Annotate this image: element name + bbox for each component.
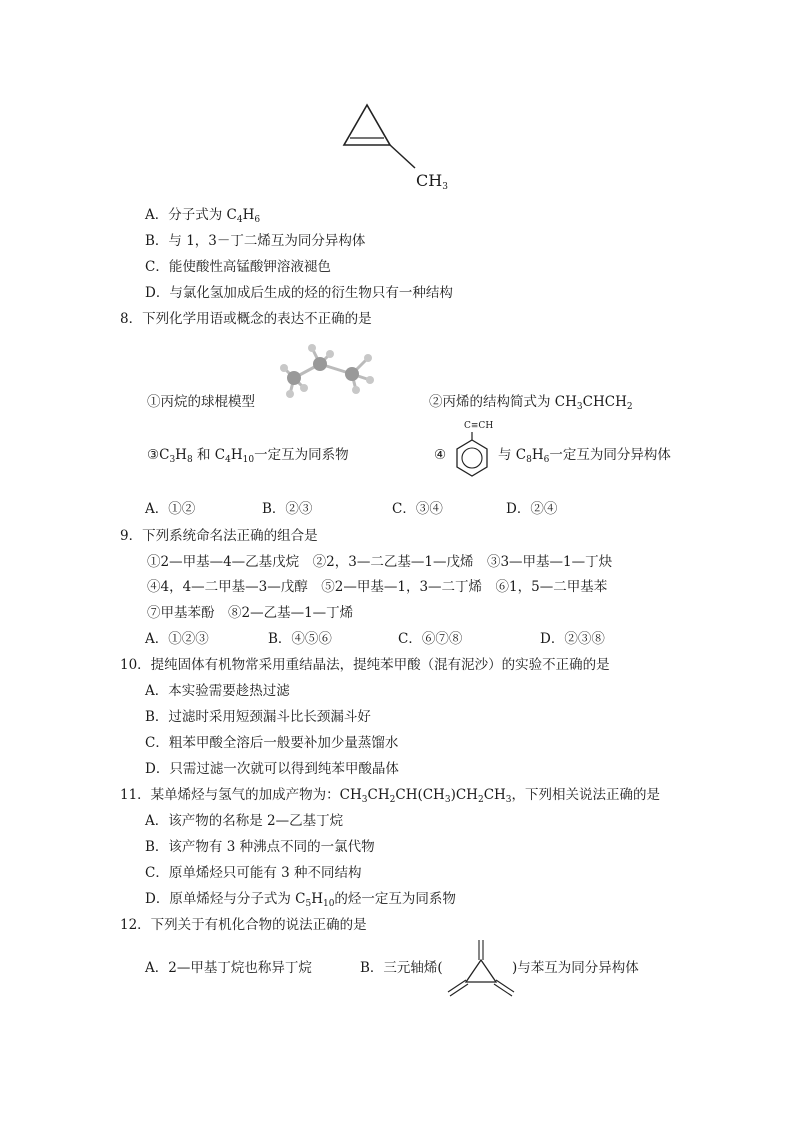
q11-stem: 11．某单烯烃与氢气的加成产物为：$CH_3CH_2CH(CH_3)CH_2CH_3$，下列相关说法正确的是 bbox=[120, 787, 661, 805]
q10-option-d: D．只需过滤一次就可以得到纯苯甲酸晶体 bbox=[145, 761, 399, 777]
q7-option-b: B．与 1，3－丁二烯互为同分异构体 bbox=[145, 233, 366, 249]
q8-item-4-number: ④ bbox=[434, 447, 447, 463]
q11-option-c: C．原单烯烃只可能有 3 种不同结构 bbox=[145, 865, 362, 881]
q7-option-c: C．能使酸性高锰酸钾溶液褪色 bbox=[145, 259, 331, 275]
q9-line-3: ⑦甲基苯酚 ⑧2—乙基—1—丁烯 bbox=[147, 605, 354, 621]
q9-choice-c: C．⑥⑦⑧ bbox=[398, 631, 463, 647]
q10-stem: 10．提纯固体有机物常采用重结晶法，提纯苯甲酸（混有泥沙）的实验不正确的是 bbox=[120, 657, 610, 673]
q10-option-c: C．粗苯甲酸全溶后一般要补加少量蒸馏水 bbox=[145, 735, 399, 751]
q8-item-1: ①丙烷的球棍模型 bbox=[147, 394, 255, 410]
q12-option-a: A．2—甲基丁烷也称异丁烷 bbox=[145, 960, 312, 976]
q10-option-a: A．本实验需要趁热过滤 bbox=[145, 683, 290, 699]
phenylacetylene-structure bbox=[450, 432, 494, 482]
q11-option-b: B．该产物有 3 种沸点不同的一氯代物 bbox=[145, 839, 375, 855]
q8-choice-a: A．①② bbox=[145, 501, 196, 517]
q8-choice-c: C．③④ bbox=[392, 501, 443, 517]
q11-option-a: A．该产物的名称是 2—乙基丁烷 bbox=[145, 813, 344, 829]
q11-option-d: D．原单烯烃与分子式为 $C_5H_{10}$的烃一定互为同系物 bbox=[145, 891, 456, 909]
q7-option-d: D．与氯化氢加成后生成的烃的衍生物只有一种结构 bbox=[145, 285, 453, 301]
q9-line-1: ①2—甲基—4—乙基戊烷 ②2，3—二乙基—1—戊烯 ③3—甲基—1—丁炔 bbox=[147, 554, 613, 570]
q12-option-b-suffix: )与苯互为同分异构体 bbox=[512, 960, 639, 976]
propane-ball-stick-model bbox=[262, 336, 382, 406]
q8-item-3: $③C_3H_8$ 和 $C_4H_{10}$一定互为同系物 bbox=[147, 447, 349, 465]
q9-choice-d: D．②③⑧ bbox=[540, 631, 605, 647]
q8-item-4-text: 与 $C_8H_6$一定互为同分异构体 bbox=[498, 447, 671, 465]
q8-stem: 8．下列化学用语或概念的表达不正确的是 bbox=[120, 311, 372, 327]
q9-stem: 9．下列系统命名法正确的组合是 bbox=[120, 528, 318, 544]
q8-choice-b: B．②③ bbox=[262, 501, 313, 517]
q9-choice-a: A．①②③ bbox=[145, 631, 209, 647]
q7-option-a: A．分子式为 $C_4H_6$ bbox=[145, 207, 261, 225]
q12-option-b-prefix: B．三元轴烯( bbox=[360, 960, 443, 976]
q8-item-2: ②丙烯的结构简式为 $CH_3CHCH_2$ bbox=[429, 394, 633, 412]
q9-choice-b: B．④⑤⑥ bbox=[268, 631, 332, 647]
q8-choice-d: D．②④ bbox=[506, 501, 558, 517]
radialene-structure bbox=[444, 938, 518, 1004]
q12-stem: 12．下列关于有机化合物的说法正确的是 bbox=[120, 917, 367, 933]
ch3-label: $CH_3$ bbox=[416, 171, 448, 192]
q9-line-2: ④4，4—二甲基—3—戊醇 ⑤2—甲基—1，3—二丁烯 ⑥1，5—二甲基苯 bbox=[147, 579, 608, 595]
q10-option-b: B．过滤时采用短颈漏斗比长颈漏斗好 bbox=[145, 709, 371, 725]
phenylacetylene-label: C≡CH bbox=[464, 421, 494, 431]
